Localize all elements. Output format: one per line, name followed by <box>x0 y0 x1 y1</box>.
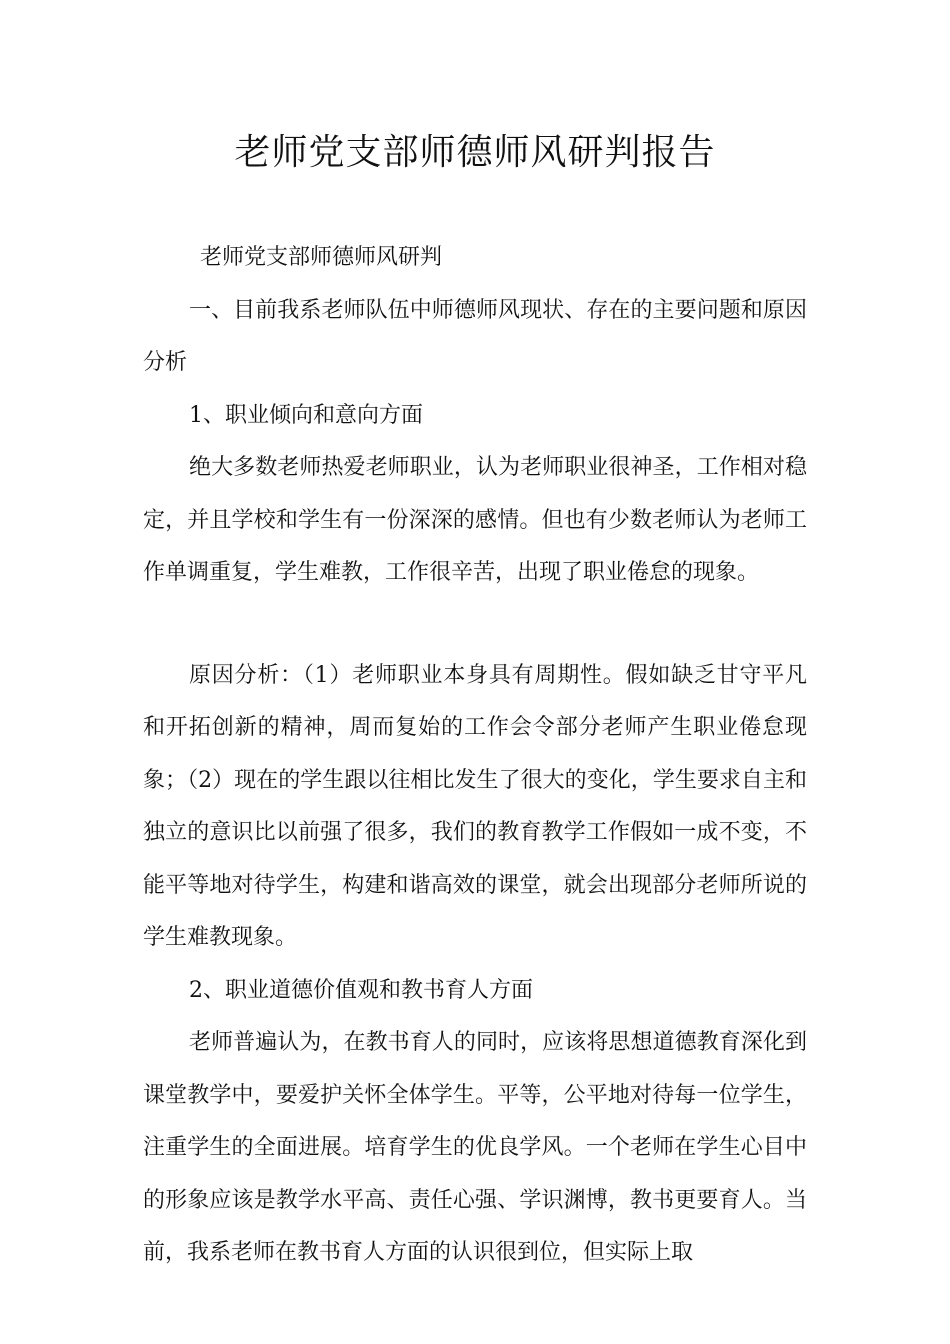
document-title: 老师党支部师德师风研判报告 <box>234 132 716 173</box>
body-paragraph: 老师普遍认为，在教书育人的同时，应该将思想道德教育深化到课堂教学中，要爱护关怀全体学生。平等，公平地对待每一位学生，注重学生的全面进展。培育学生的优良学风。一个老师在学生心目中的形象应该是教学水平高、责任心强、学识渊博，教书更要育人。当前，我系老师在教书育人方面的认识很到位，但实际上取 <box>143 1030 807 1265</box>
paragraph-spacer <box>143 600 807 650</box>
subsection-heading-2: 2、职业道德价值观和教书育人方面 <box>189 977 533 1003</box>
subsection-heading-1: 1、职业倾向和意向方面 <box>189 402 423 428</box>
section-heading-1: 一、目前我系老师队伍中师德师风现状、存在的主要问题和原因分析 <box>143 297 807 375</box>
document-subtitle: 老师党支部师德师风研判 <box>200 245 443 270</box>
document-body <box>143 232 807 1280</box>
body-paragraph: 原因分析：（1）老师职业本身具有周期性。假如缺乏甘守平凡和开拓创新的精神，周而复始的工作会令部分老师产生职业倦怠现象；（2）现在的学生跟以往相比发生了很大的变化，学生要求自主和独立的意识比以前强了很多，我们的教育教学工作假如一成不变，不能平等地对待学生，构建和谐高效的课堂，就会出现部分老师所说的学生难教现象。 <box>143 662 807 950</box>
body-paragraph: 绝大多数老师热爱老师职业，认为老师职业很神圣，工作相对稳定，并且学校和学生有一份深深的感情。但也有少数老师认为老师工作单调重复，学生难教，工作很辛苦，出现了职业倦怠的现象。 <box>143 455 807 585</box>
